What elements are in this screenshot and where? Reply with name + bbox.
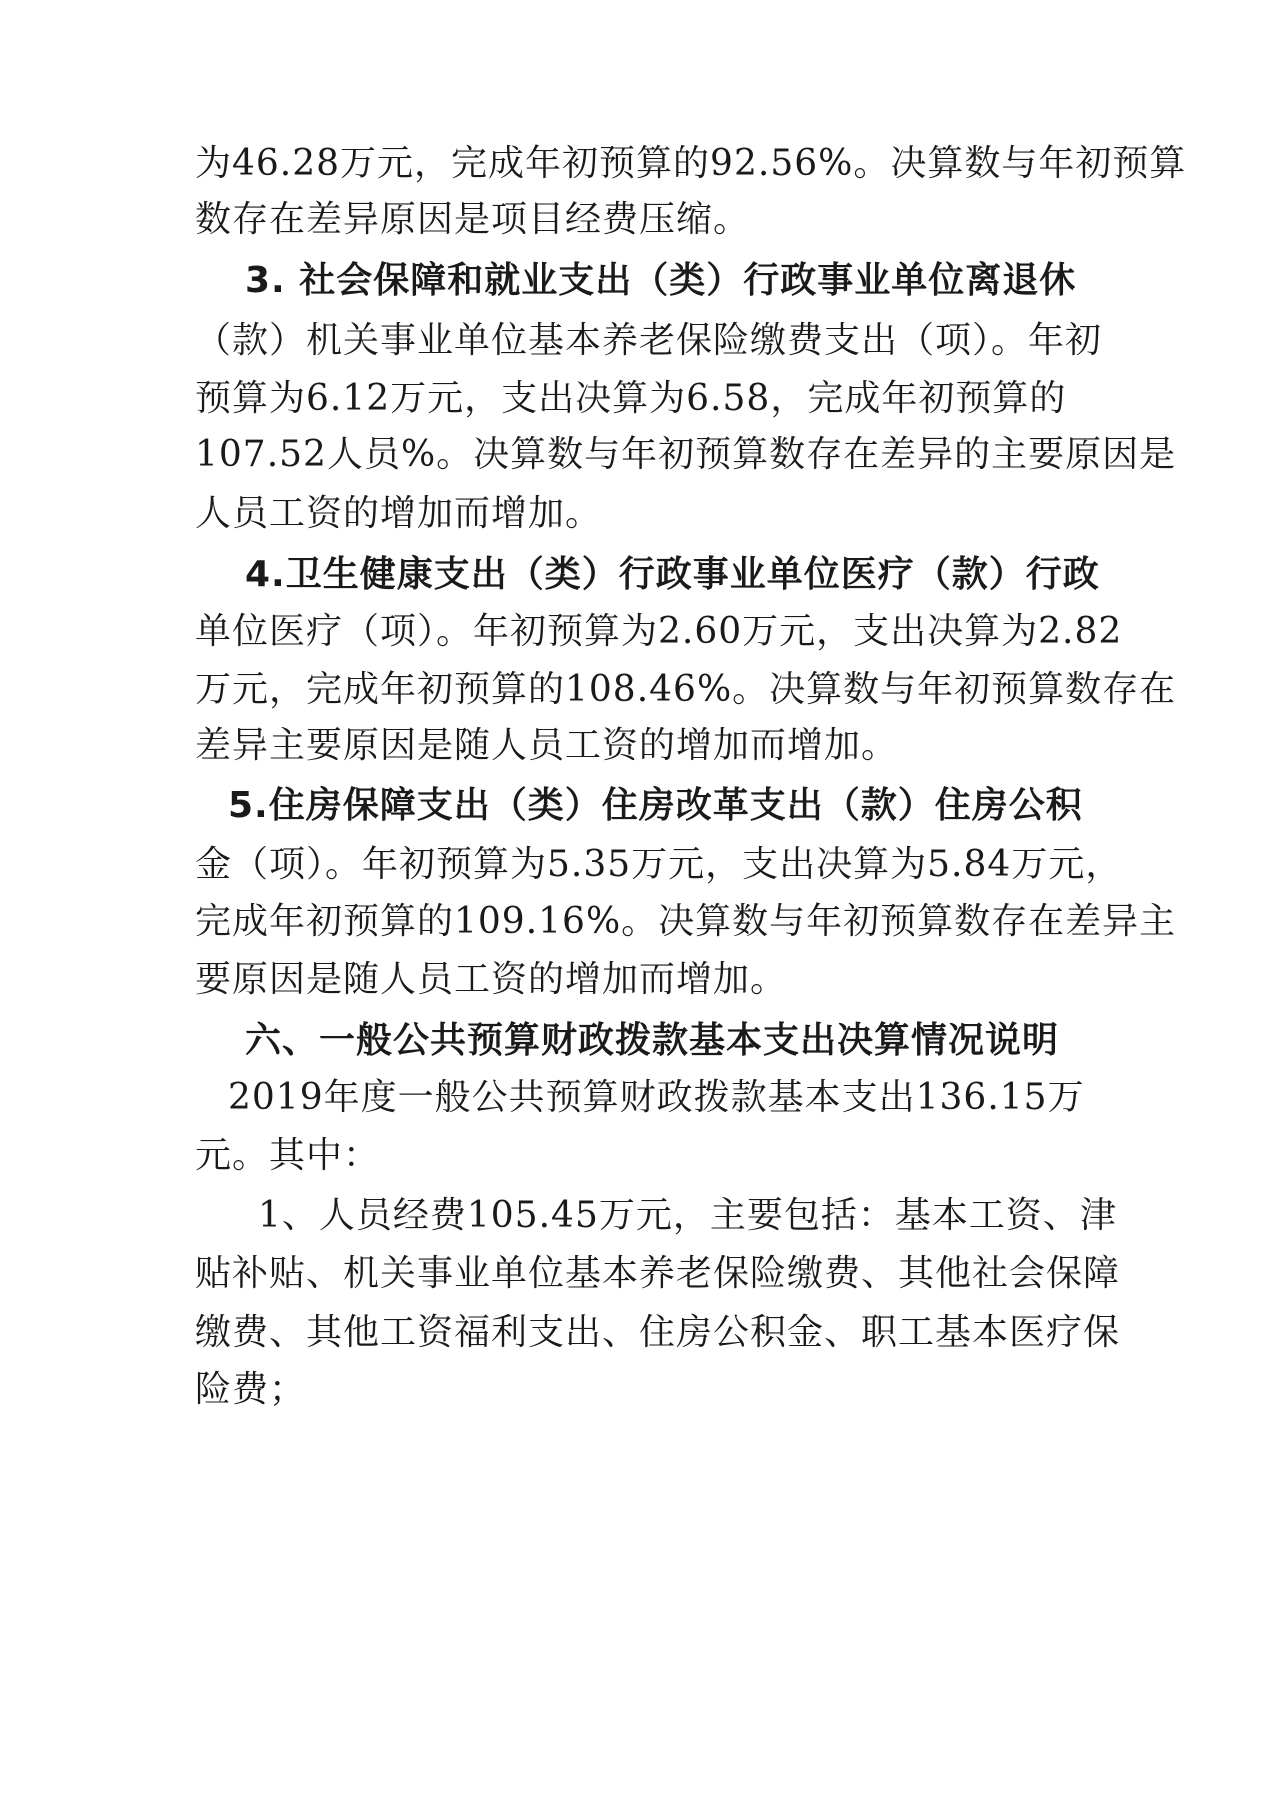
- body-line: 金（项）。年初预算为5.35万元，支出决算为5.84万元，: [195, 844, 1123, 885]
- body-line: 险费；: [195, 1369, 307, 1410]
- body-line: 万元，完成年初预算的108.46%。决算数与年初预算数存在: [195, 669, 1177, 710]
- body-line: 元。其中：: [195, 1135, 381, 1176]
- section-6-heading: 六、一般公共预算财政拨款基本支出决算情况说明: [245, 1020, 1060, 1061]
- body-line: 预算为6.12万元，支出决算为6.58，完成年初预算的: [195, 378, 1067, 419]
- body-line: 差异主要原因是随人员工资的增加而增加。: [195, 725, 899, 766]
- body-line: 107.52人员%。决算数与年初预算数存在差异的主要原因是: [195, 434, 1177, 475]
- body-line: （款）机关事业单位基本养老保险缴费支出（项）。年初: [195, 320, 1103, 361]
- body-line: 人员工资的增加而增加。: [195, 493, 603, 534]
- body-line: 单位医疗（项）。年初预算为2.60万元，支出决算为2.82: [195, 611, 1123, 652]
- body-line: 完成年初预算的109.16%。决算数与年初预算数存在差异主: [195, 901, 1177, 942]
- item-5-heading-line: 5.住房保障支出（类）住房改革支出（款）住房公积: [228, 785, 1083, 826]
- item-4-heading-line: 4.卫生健康支出（类）行政事业单位医疗（款）行政: [245, 554, 1100, 595]
- body-line: 2019年度一般公共预算财政拨款基本支出136.15万: [228, 1077, 1085, 1118]
- body-line: 缴费、其他工资福利支出、住房公积金、职工基本医疗保: [195, 1312, 1121, 1353]
- body-line: 数存在差异原因是项目经费压缩。: [195, 199, 751, 240]
- body-line: 贴补贴、机关事业单位基本养老保险缴费、其他社会保障: [195, 1253, 1121, 1294]
- item-3-heading-line: 3. 社会保障和就业支出（类）行政事业单位离退休: [245, 260, 1077, 301]
- body-line: 为46.28万元，完成年初预算的92.56%。决算数与年初预算: [195, 143, 1187, 184]
- body-line: 1、人员经费105.45万元，主要包括：基本工资、津: [258, 1195, 1117, 1236]
- body-line: 要原因是随人员工资的增加而增加。: [195, 959, 788, 1000]
